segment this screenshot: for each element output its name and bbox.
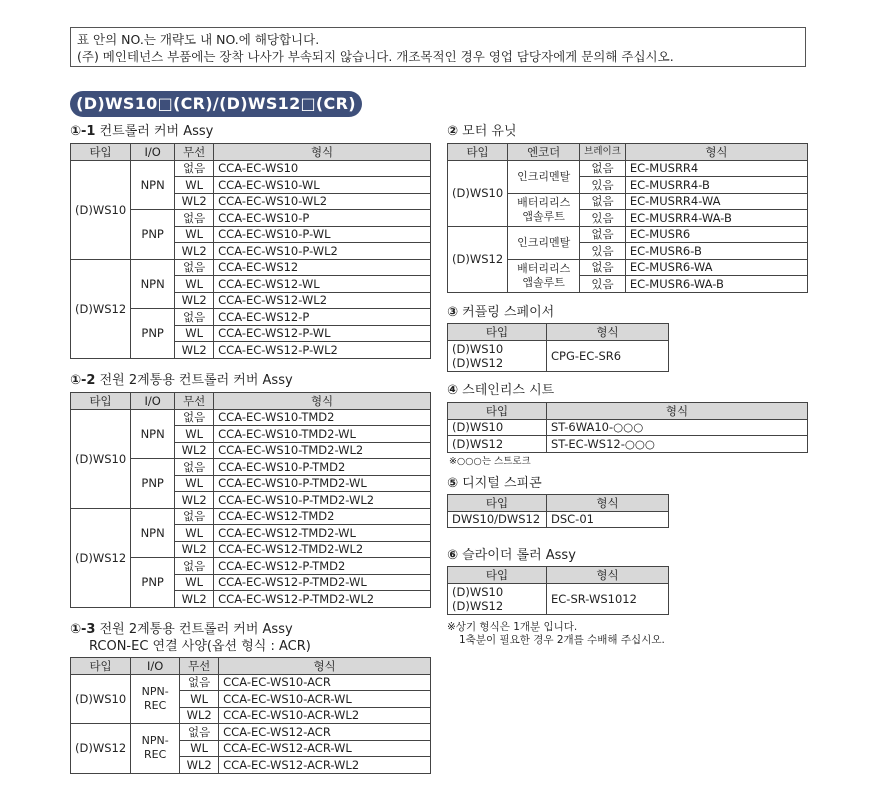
model-cell: CCA-EC-WS10-P-WL xyxy=(214,226,431,243)
table-coupling-spacer xyxy=(447,323,669,372)
header-model: 형식 xyxy=(547,495,669,512)
quantity-note-2: 1축분이 필요한 경우 2개를 수배해 주십시오. xyxy=(459,634,665,646)
section-label: 디지털 스피콘 xyxy=(462,476,542,491)
section-number: ①-1 xyxy=(70,124,96,139)
wireless-cell: 없음 xyxy=(175,259,214,276)
model-cell: CCA-EC-WS12-WL xyxy=(214,276,431,293)
model-cell: CCA-EC-WS10-P-TMD2-WL xyxy=(214,475,431,492)
table-row xyxy=(71,160,431,177)
wireless-cell: WL2 xyxy=(175,492,214,509)
header-io: I/O xyxy=(131,144,175,161)
table-row xyxy=(448,419,808,436)
io-cell: NPN xyxy=(131,160,175,210)
wireless-cell: 없음 xyxy=(175,160,214,177)
io-cell: NPN xyxy=(131,259,175,309)
wireless-cell: WL2 xyxy=(175,591,214,608)
header-model: 형식 xyxy=(547,567,669,584)
io-cell: PNP xyxy=(131,309,175,359)
model-cell: CCA-EC-WS12-TMD2-WL2 xyxy=(214,541,431,558)
encoder-cell: 배터리리스 앱솔루트 xyxy=(508,193,580,226)
section-1-1-title xyxy=(70,124,213,140)
wireless-cell: WL2 xyxy=(180,757,219,774)
header-model: 형식 xyxy=(547,324,669,341)
encoder-cell: 인크리멘탈 xyxy=(508,160,580,193)
type-cell: DWS10/DWS12 xyxy=(448,511,547,528)
table-row xyxy=(448,436,808,453)
section-label: 전원 2계통용 컨트롤러 커버 Assy xyxy=(99,622,293,637)
brake-cell: 없음 xyxy=(580,259,626,276)
wireless-cell: WL2 xyxy=(175,193,214,210)
encoder-cell: 인크리멘탈 xyxy=(508,226,580,259)
wireless-cell: WL2 xyxy=(175,342,214,359)
brake-cell: 있음 xyxy=(580,177,626,194)
header-io: I/O xyxy=(131,393,175,410)
model-cell: EC-MUSR6-B xyxy=(625,243,807,260)
model-cell: CCA-EC-WS12-P xyxy=(214,309,431,326)
table-header-row xyxy=(448,144,808,161)
section-1-2-title xyxy=(70,373,293,389)
table-slider-roller xyxy=(447,566,669,615)
model-cell: EC-SR-WS1012 xyxy=(547,583,669,614)
io-cell: NPN xyxy=(131,508,175,558)
header-model: 형식 xyxy=(219,658,431,675)
wireless-cell: WL xyxy=(175,325,214,342)
type-cell: (D)WS12 xyxy=(71,724,131,774)
header-model: 형식 xyxy=(214,144,431,161)
model-cell: CCA-EC-WS12-WL2 xyxy=(214,292,431,309)
section-number: ④ xyxy=(447,383,459,398)
table-row xyxy=(71,674,431,691)
wireless-cell: WL2 xyxy=(175,442,214,459)
wireless-cell: WL xyxy=(175,525,214,542)
table-rcon-ec-controller-cover xyxy=(70,657,431,774)
type-cell: (D)WS12 xyxy=(448,436,547,453)
type-cell: (D)WS10 xyxy=(448,160,508,226)
model-cell: CCA-EC-WS12-ACR-WL2 xyxy=(219,757,431,774)
table-header-row xyxy=(448,403,808,420)
brake-cell: 있음 xyxy=(580,210,626,227)
brake-cell: 없음 xyxy=(580,193,626,210)
type-line: (D)WS10 xyxy=(452,341,504,356)
table-row xyxy=(71,508,431,525)
section-1-3-subtitle: RCON-EC 연결 사양(옵션 형식 : ACR) xyxy=(89,639,311,654)
wireless-cell: 없음 xyxy=(175,459,214,476)
model-cell: CCA-EC-WS12-P-TMD2 xyxy=(214,558,431,575)
brake-cell: 있음 xyxy=(580,243,626,260)
notice-box xyxy=(70,27,806,67)
model-cell: CCA-EC-WS10 xyxy=(214,160,431,177)
header-model: 형식 xyxy=(625,144,807,161)
header-type: 타입 xyxy=(448,403,547,420)
wireless-cell: WL xyxy=(175,426,214,443)
table-row xyxy=(71,259,431,276)
header-io: I/O xyxy=(131,658,180,675)
encoder-cell: 배터리리스 앱솔루트 xyxy=(508,259,580,292)
table-row xyxy=(448,226,808,243)
section-label: 스테인리스 시트 xyxy=(462,383,555,398)
wireless-cell: WL xyxy=(175,177,214,194)
model-cell: DSC-01 xyxy=(547,511,669,528)
io-cell: NPN xyxy=(131,409,175,459)
section-5-title xyxy=(447,476,542,492)
model-cell: EC-MUSR6-WA xyxy=(625,259,807,276)
model-cell: CCA-EC-WS10-WL2 xyxy=(214,193,431,210)
section-label: 모터 유닛 xyxy=(462,124,517,139)
model-cell: ST-6WA10-○○○ xyxy=(547,419,808,436)
table-row xyxy=(448,511,669,528)
header-encoder: 엔코더 xyxy=(508,144,580,161)
model-cell: CCA-EC-WS10-P xyxy=(214,210,431,227)
stroke-note: ※○○○는 스트로크 xyxy=(449,456,531,467)
table-row xyxy=(448,583,669,614)
section-label: 전원 2계통용 컨트롤러 커버 Assy xyxy=(99,373,293,388)
model-cell: EC-MUSRR4 xyxy=(625,160,807,177)
wireless-cell: WL xyxy=(175,226,214,243)
section-number: ⑤ xyxy=(447,476,459,491)
table-dual-power-controller-cover xyxy=(70,392,431,608)
model-cell: CCA-EC-WS10-TMD2-WL xyxy=(214,426,431,443)
model-cell: CCA-EC-WS12-ACR-WL xyxy=(219,740,431,757)
header-model: 형식 xyxy=(214,393,431,410)
table-row xyxy=(448,340,669,371)
type-cell xyxy=(448,583,547,614)
model-cell: CCA-EC-WS10-TMD2 xyxy=(214,409,431,426)
model-cell: CCA-EC-WS10-P-WL2 xyxy=(214,243,431,260)
brake-cell: 없음 xyxy=(580,160,626,177)
table-row xyxy=(71,724,431,741)
header-wireless: 무선 xyxy=(175,393,214,410)
model-cell: CCA-EC-WS10-WL xyxy=(214,177,431,194)
table-header-row xyxy=(448,324,669,341)
section-2-title xyxy=(447,124,517,140)
io-cell: PNP xyxy=(131,459,175,509)
model-cell: CCA-EC-WS10-TMD2-WL2 xyxy=(214,442,431,459)
model-cell: EC-MUSRR4-WA xyxy=(625,193,807,210)
model-cell: CCA-EC-WS10-ACR-WL2 xyxy=(219,707,431,724)
wireless-cell: WL2 xyxy=(175,292,214,309)
table-header-row xyxy=(71,144,431,161)
model-cell: CCA-EC-WS12-P-WL xyxy=(214,325,431,342)
table-controller-cover xyxy=(70,143,431,359)
io-cell: PNP xyxy=(131,210,175,260)
table-header-row xyxy=(71,393,431,410)
type-cell xyxy=(448,340,547,371)
wireless-cell: WL xyxy=(180,740,219,757)
type-cell: (D)WS12 xyxy=(71,259,131,358)
type-cell: (D)WS10 xyxy=(71,160,131,259)
series-title-badge: (D)WS10□(CR)/(D)WS12□(CR) xyxy=(70,91,362,117)
header-type: 타입 xyxy=(71,144,131,161)
wireless-cell: 없음 xyxy=(175,558,214,575)
wireless-cell: 없음 xyxy=(175,409,214,426)
header-type: 타입 xyxy=(448,144,508,161)
section-4-title xyxy=(447,383,554,399)
wireless-cell: WL xyxy=(175,574,214,591)
wireless-cell: WL xyxy=(175,276,214,293)
section-number: ①-3 xyxy=(70,622,96,637)
io-cell: NPN-REC xyxy=(131,674,180,724)
header-brake: 브레이크 xyxy=(580,144,626,161)
header-type: 타입 xyxy=(71,658,131,675)
header-wireless: 무선 xyxy=(180,658,219,675)
section-number: ⑥ xyxy=(447,548,459,563)
section-6-title xyxy=(447,548,576,564)
header-type: 타입 xyxy=(448,324,547,341)
section-number: ③ xyxy=(447,305,459,320)
wireless-cell: WL xyxy=(175,475,214,492)
section-label: 커플링 스페이서 xyxy=(462,305,555,320)
model-cell: CCA-EC-WS12-P-TMD2-WL xyxy=(214,574,431,591)
table-motor-unit xyxy=(447,143,808,293)
type-line: (D)WS12 xyxy=(452,355,504,370)
wireless-cell: WL2 xyxy=(180,707,219,724)
model-cell: CCA-EC-WS10-P-TMD2-WL2 xyxy=(214,492,431,509)
wireless-cell: WL2 xyxy=(175,541,214,558)
model-cell: CCA-EC-WS12-ACR xyxy=(219,724,431,741)
type-cell: (D)WS12 xyxy=(448,226,508,292)
model-cell: CCA-EC-WS12-P-WL2 xyxy=(214,342,431,359)
header-type: 타입 xyxy=(71,393,131,410)
wireless-cell: 없음 xyxy=(175,309,214,326)
model-cell: CCA-EC-WS10-ACR xyxy=(219,674,431,691)
table-digital-speed-controller xyxy=(447,494,669,528)
table-row xyxy=(448,160,808,177)
table-header-row xyxy=(71,658,431,675)
section-1-3-title xyxy=(70,622,293,638)
wireless-cell: 없음 xyxy=(180,674,219,691)
section-label: 슬라이더 롤러 Assy xyxy=(462,548,576,563)
header-model: 형식 xyxy=(547,403,808,420)
model-cell: ST-EC-WS12-○○○ xyxy=(547,436,808,453)
type-line: (D)WS10 xyxy=(452,584,504,599)
model-cell: EC-MUSR6 xyxy=(625,226,807,243)
type-line: (D)WS12 xyxy=(452,598,504,613)
wireless-cell: 없음 xyxy=(180,724,219,741)
header-type: 타입 xyxy=(448,567,547,584)
model-cell: EC-MUSRR4-WA-B xyxy=(625,210,807,227)
header-wireless: 무선 xyxy=(175,144,214,161)
model-cell: EC-MUSRR4-B xyxy=(625,177,807,194)
model-cell: CCA-EC-WS12 xyxy=(214,259,431,276)
model-cell: EC-MUSR6-WA-B xyxy=(625,276,807,293)
model-cell: CCA-EC-WS12-TMD2 xyxy=(214,508,431,525)
wireless-cell: WL xyxy=(180,691,219,708)
section-number: ② xyxy=(447,124,459,139)
quantity-note-1: ※상기 형식은 1개분 입니다. xyxy=(447,621,578,633)
wireless-cell: WL2 xyxy=(175,243,214,260)
model-cell: CCA-EC-WS10-ACR-WL xyxy=(219,691,431,708)
table-header-row xyxy=(448,567,669,584)
section-3-title xyxy=(447,305,554,321)
section-number: ①-2 xyxy=(70,373,96,388)
type-cell: (D)WS10 xyxy=(71,674,131,724)
type-cell: (D)WS10 xyxy=(448,419,547,436)
wireless-cell: 없음 xyxy=(175,508,214,525)
model-cell: CCA-EC-WS10-P-TMD2 xyxy=(214,459,431,476)
brake-cell: 없음 xyxy=(580,226,626,243)
table-row xyxy=(71,409,431,426)
table-stainless-sheet xyxy=(447,402,808,453)
type-cell: (D)WS12 xyxy=(71,508,131,607)
model-cell: CPG-EC-SR6 xyxy=(547,340,669,371)
section-label: 컨트롤러 커버 Assy xyxy=(99,124,214,139)
wireless-cell: 없음 xyxy=(175,210,214,227)
io-cell: NPN-REC xyxy=(131,724,180,774)
model-cell: CCA-EC-WS12-P-TMD2-WL2 xyxy=(214,591,431,608)
brake-cell: 있음 xyxy=(580,276,626,293)
io-cell: PNP xyxy=(131,558,175,608)
header-type: 타입 xyxy=(448,495,547,512)
notice-line-2: (주) 메인테넌스 부품에는 장착 나사가 부속되지 않습니다. 개조목적인 경우 영업 담당자에게 문의해 주십시오. xyxy=(77,49,674,64)
type-cell: (D)WS10 xyxy=(71,409,131,508)
notice-line-1: 표 안의 NO.는 개략도 내 NO.에 해당합니다. xyxy=(77,32,320,47)
model-cell: CCA-EC-WS12-TMD2-WL xyxy=(214,525,431,542)
table-header-row xyxy=(448,495,669,512)
